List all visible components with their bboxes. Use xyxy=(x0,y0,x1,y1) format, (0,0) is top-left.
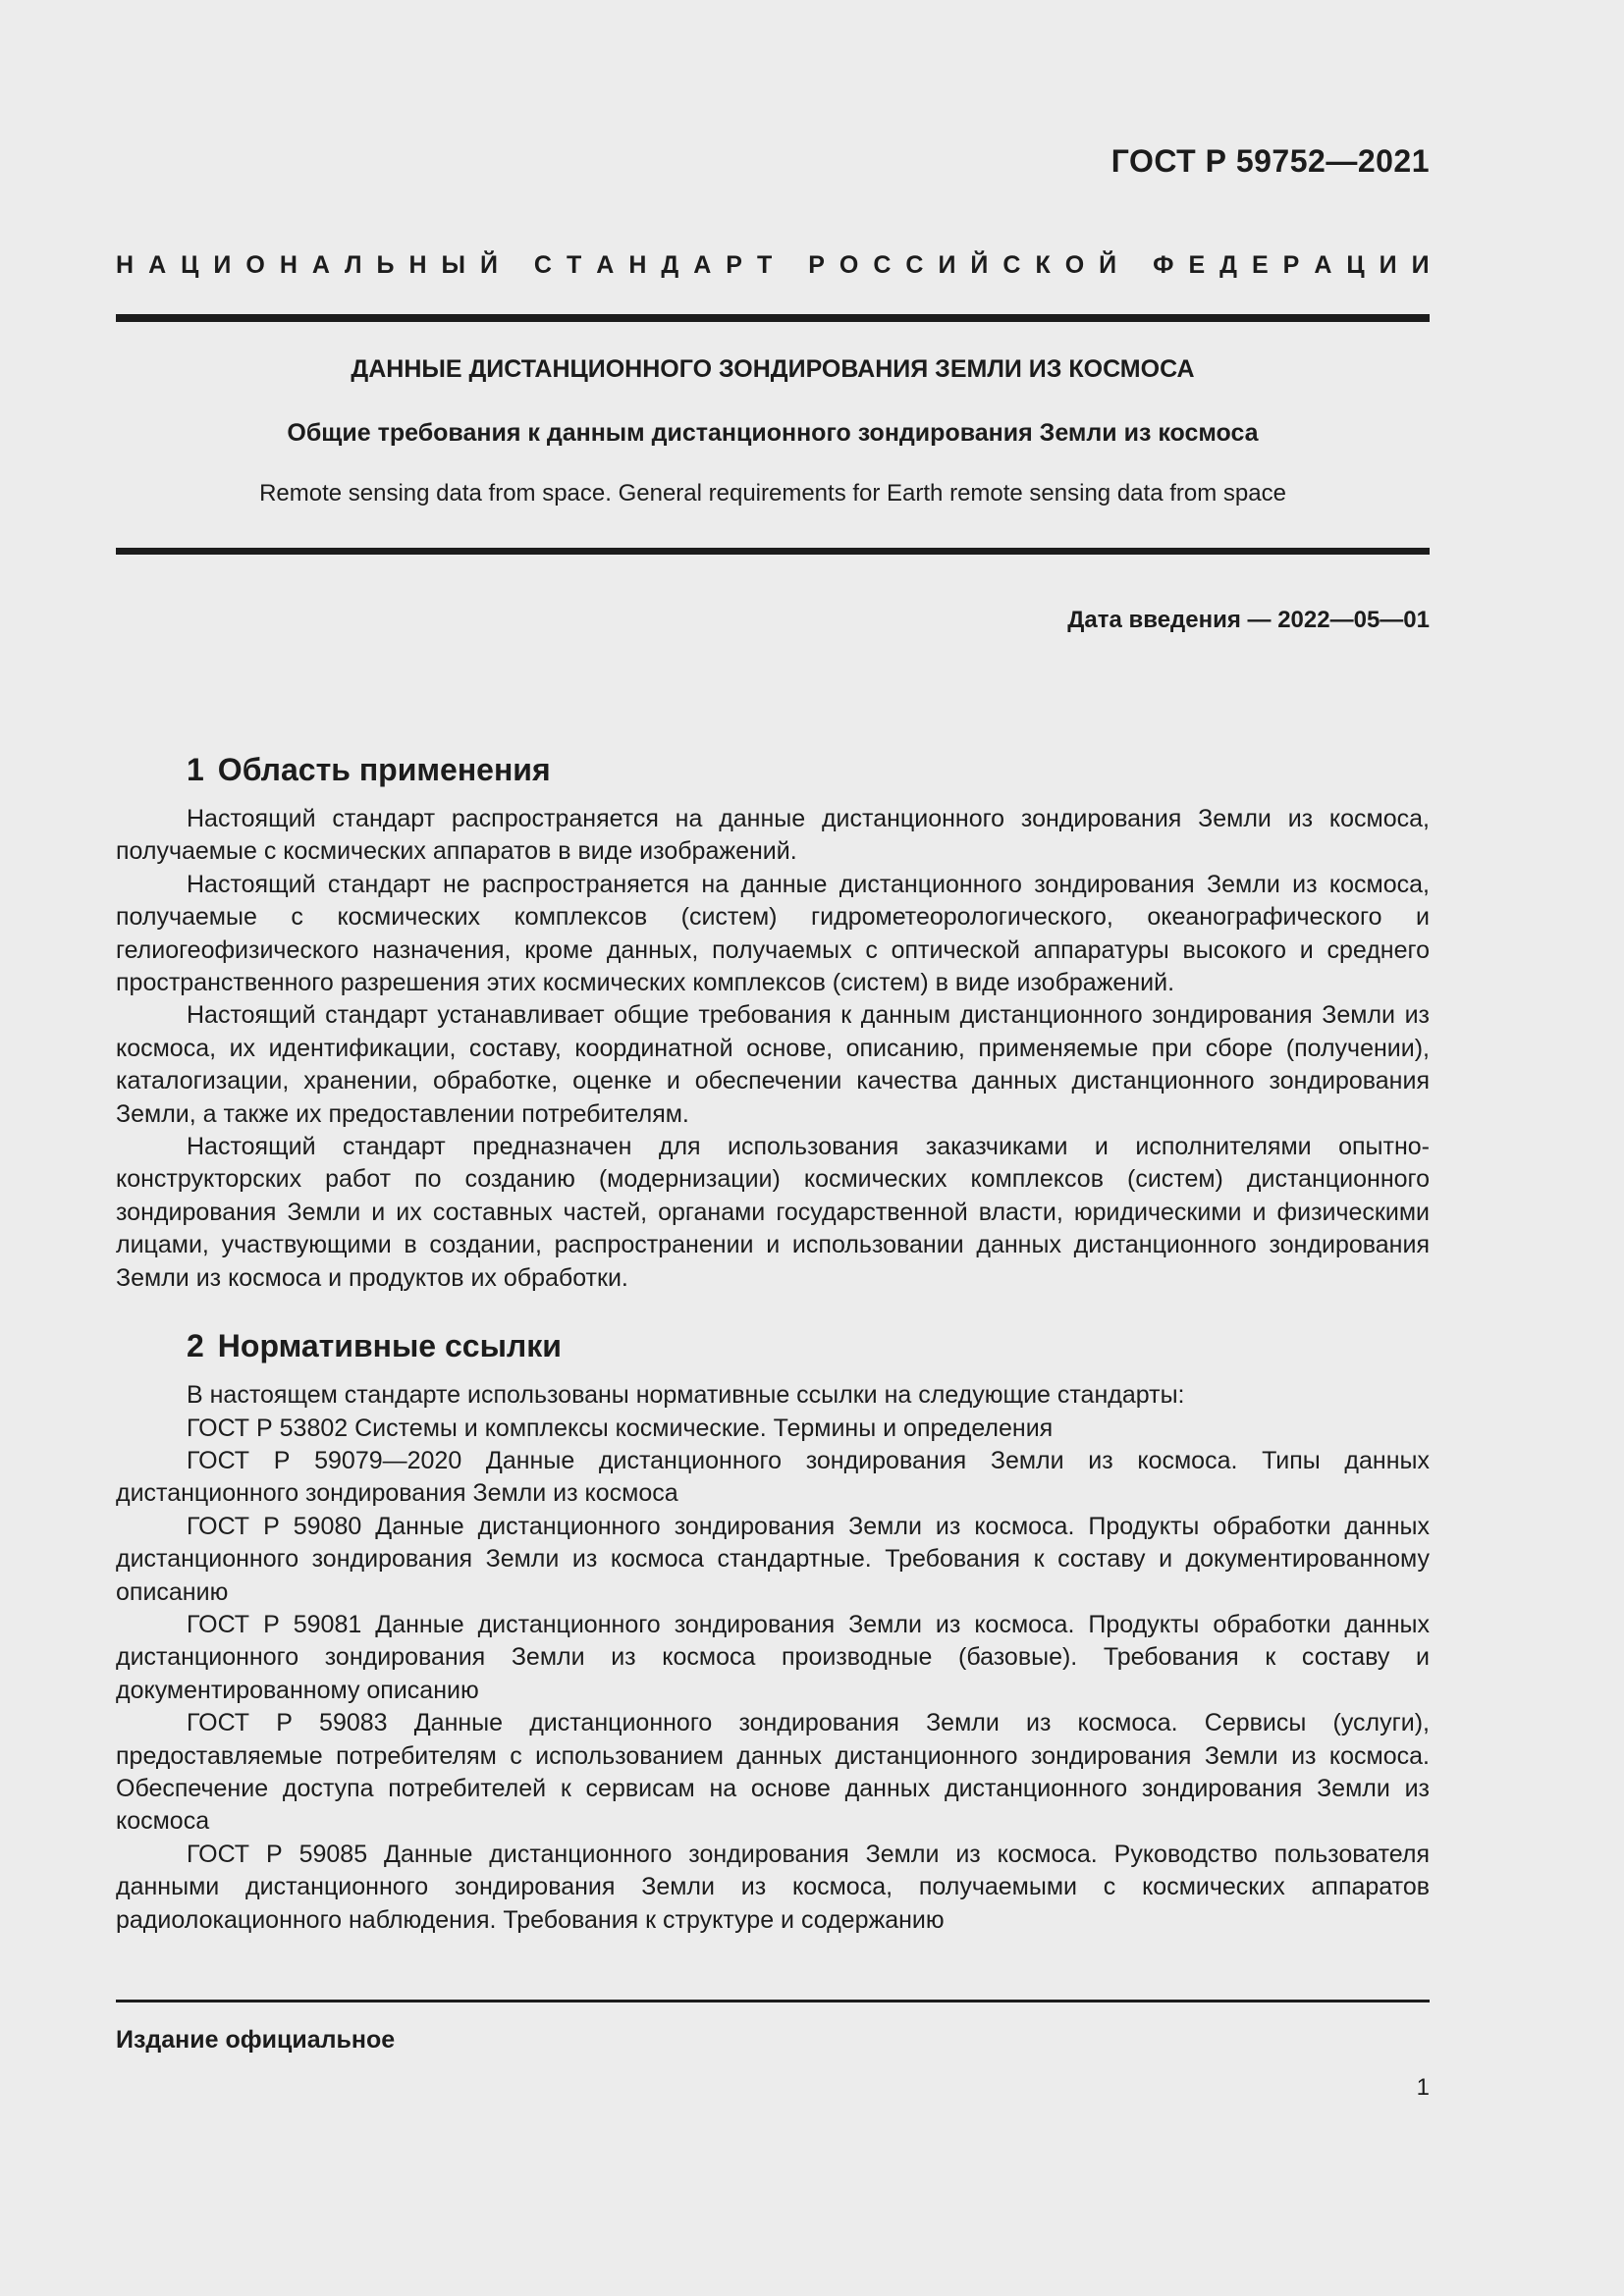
section-heading xyxy=(187,746,1430,793)
reference-item: ГОСТ Р 59083 Данные дистанционного зондирования Земли из космоса. Сервисы (услуги), предоставляемые потребителям с использованием данных дистанционного зондирования Земли из космоса. Обеспечение доступа потребителей к сервисам на основе данных дистанционного зондирования Земли из космоса xyxy=(116,1709,1430,1836)
heading-letter: Ь xyxy=(376,251,395,279)
reference-item: ГОСТ Р 59079—2020 Данные дистанционного зондирования Земли из космоса. Типы данных дистанционного зондирования Земли из космоса xyxy=(116,1446,1430,1508)
document-number: ГОСТ Р 59752—2021 xyxy=(1110,143,1430,179)
heading-letter: Н xyxy=(408,251,427,279)
heading-letter: А xyxy=(311,251,330,279)
heading-letter: С xyxy=(533,251,552,279)
heading-letter: Т xyxy=(566,251,582,279)
section-heading xyxy=(187,1322,1430,1369)
paragraph: В настоящем стандарте использованы нормативные ссылки на следующие стандарты: xyxy=(187,1381,1185,1410)
heading-letter: И xyxy=(938,251,956,279)
heading-letter: Ц xyxy=(181,251,199,279)
top-thick-rule xyxy=(116,314,1430,322)
paragraph: Настоящий стандарт распространяется на данные дистанционного зондирования Земли из космоса, получаемые с космических аппаратов в виде изображений. xyxy=(116,805,1430,866)
heading-letter: О xyxy=(245,251,265,279)
heading-letter: Л xyxy=(344,251,362,279)
page-number: 1 xyxy=(1416,2074,1430,2101)
heading-letter: Н xyxy=(116,251,135,279)
heading-letter: Д xyxy=(661,251,679,279)
introduction-date: Дата введения — 2022—05—01 xyxy=(1067,607,1430,633)
reference-item: ГОСТ Р 59080 Данные дистанционного зондирования Земли из космоса. Продукты обработки данных дистанционного зондирования Земли из космоса стандартные. Требования к составу и документированному описанию xyxy=(116,1512,1430,1606)
heading-letter: Й xyxy=(970,251,989,279)
heading-letter: А xyxy=(1314,251,1332,279)
heading-letter: Н xyxy=(628,251,647,279)
heading-letter: Е xyxy=(1188,251,1206,279)
reference-item: ГОСТ Р 59081 Данные дистанционного зондирования Земли из космоса. Продукты обработки данных дистанционного зондирования Земли из космоса производные (базовые). Требования к составу и документированному описанию xyxy=(116,1610,1430,1704)
document-title: ДАННЫЕ ДИСТАНЦИОННОГО ЗОНДИРОВАНИЯ ЗЕМЛИ ИЗ КОСМОСА xyxy=(351,355,1195,383)
heading-letter: К xyxy=(1035,251,1051,279)
heading-letter: А xyxy=(148,251,167,279)
heading-letter: Е xyxy=(1251,251,1269,279)
document-subtitle: Общие требования к данным дистанционного зондирования Земли из космоса xyxy=(287,419,1259,447)
section-title: Область применения xyxy=(217,752,551,787)
footer-rule xyxy=(116,2000,1430,2002)
heading-letter: И xyxy=(213,251,232,279)
paragraph: Настоящий стандарт устанавливает общие требования к данным дистанционного зондирования Земли из космоса, их идентификации, составу, координатной основе, описанию, применяемые при сборе (получении), каталогизации, хранении, обработке, оценке и обеспечении качества данных дистанционного зондирования Земли, а также их предоставлении потребителям. xyxy=(116,1001,1430,1128)
heading-letter: Ы xyxy=(441,251,465,279)
heading-letter: Й xyxy=(1099,251,1117,279)
heading-space xyxy=(513,251,519,280)
heading-letter: Й xyxy=(480,251,498,279)
heading-letter: Ф xyxy=(1153,251,1174,279)
heading-letter: И xyxy=(1411,251,1430,279)
heading-letter: Р xyxy=(726,251,742,279)
heading-letter: Ц xyxy=(1346,251,1365,279)
national-standard-heading xyxy=(116,251,1430,280)
reference-item: ГОСТ Р 53802 Системы и комплексы космические. Термины и определения xyxy=(187,1414,1054,1442)
heading-letter: С xyxy=(873,251,892,279)
official-edition-label: Издание официальное xyxy=(116,2026,396,2054)
heading-letter: А xyxy=(596,251,615,279)
english-title: Remote sensing data from space. General requirements for Earth remote sensing data from space xyxy=(259,480,1286,507)
reference-item: ГОСТ Р 59085 Данные дистанционного зондирования Земли из космоса. Руководство пользователя данными дистанционного зондирования Земли из космоса, получаемыми с космических аппаратов радиолокационного наблюдения. Требования к структуре и содержанию xyxy=(116,1840,1430,1934)
heading-letter: О xyxy=(1064,251,1085,279)
section-normative-references xyxy=(116,1322,1430,1937)
heading-letter: Н xyxy=(279,251,298,279)
paragraph: Настоящий стандарт не распространяется на данные дистанционного зондирования Земли из космоса, получаемые с космических комплексов (систем) гидрометеорологического, океанографического и гелиогеофизического назначения, кроме данных, получаемых с оптической аппаратуры высокого и среднего пространственного разрешения этих космических комплексов (систем) в виде изображений. xyxy=(116,870,1430,997)
heading-letter: Д xyxy=(1219,251,1237,279)
heading-letter: Р xyxy=(1282,251,1300,279)
heading-space xyxy=(1131,251,1138,280)
section-title: Нормативные ссылки xyxy=(217,1328,562,1364)
heading-letter: С xyxy=(905,251,924,279)
document-body xyxy=(116,746,1430,1937)
paragraph: Настоящий стандарт предназначен для использования заказчиками и исполнителями опытно-конструкторских работ по созданию (модернизации) космических комплексов (систем) дистанционного зондирования Земли и их составных частей, органами государственной власти, юридическими и физическими лицами, участвующими в создании, распространении и использовании данных дистанционного зондирования Земли из космоса и продуктов их обработки. xyxy=(116,1133,1430,1292)
heading-letter: О xyxy=(839,251,859,279)
heading-letter: Р xyxy=(808,251,825,279)
heading-letter: Т xyxy=(756,251,773,279)
section-scope xyxy=(116,746,1430,1295)
heading-letter: С xyxy=(1002,251,1021,279)
heading-letter: И xyxy=(1379,251,1397,279)
heading-space xyxy=(786,251,793,280)
section-number: 1 xyxy=(187,752,204,787)
bottom-thick-rule xyxy=(116,548,1430,555)
section-number: 2 xyxy=(187,1328,204,1364)
heading-letter: А xyxy=(693,251,712,279)
